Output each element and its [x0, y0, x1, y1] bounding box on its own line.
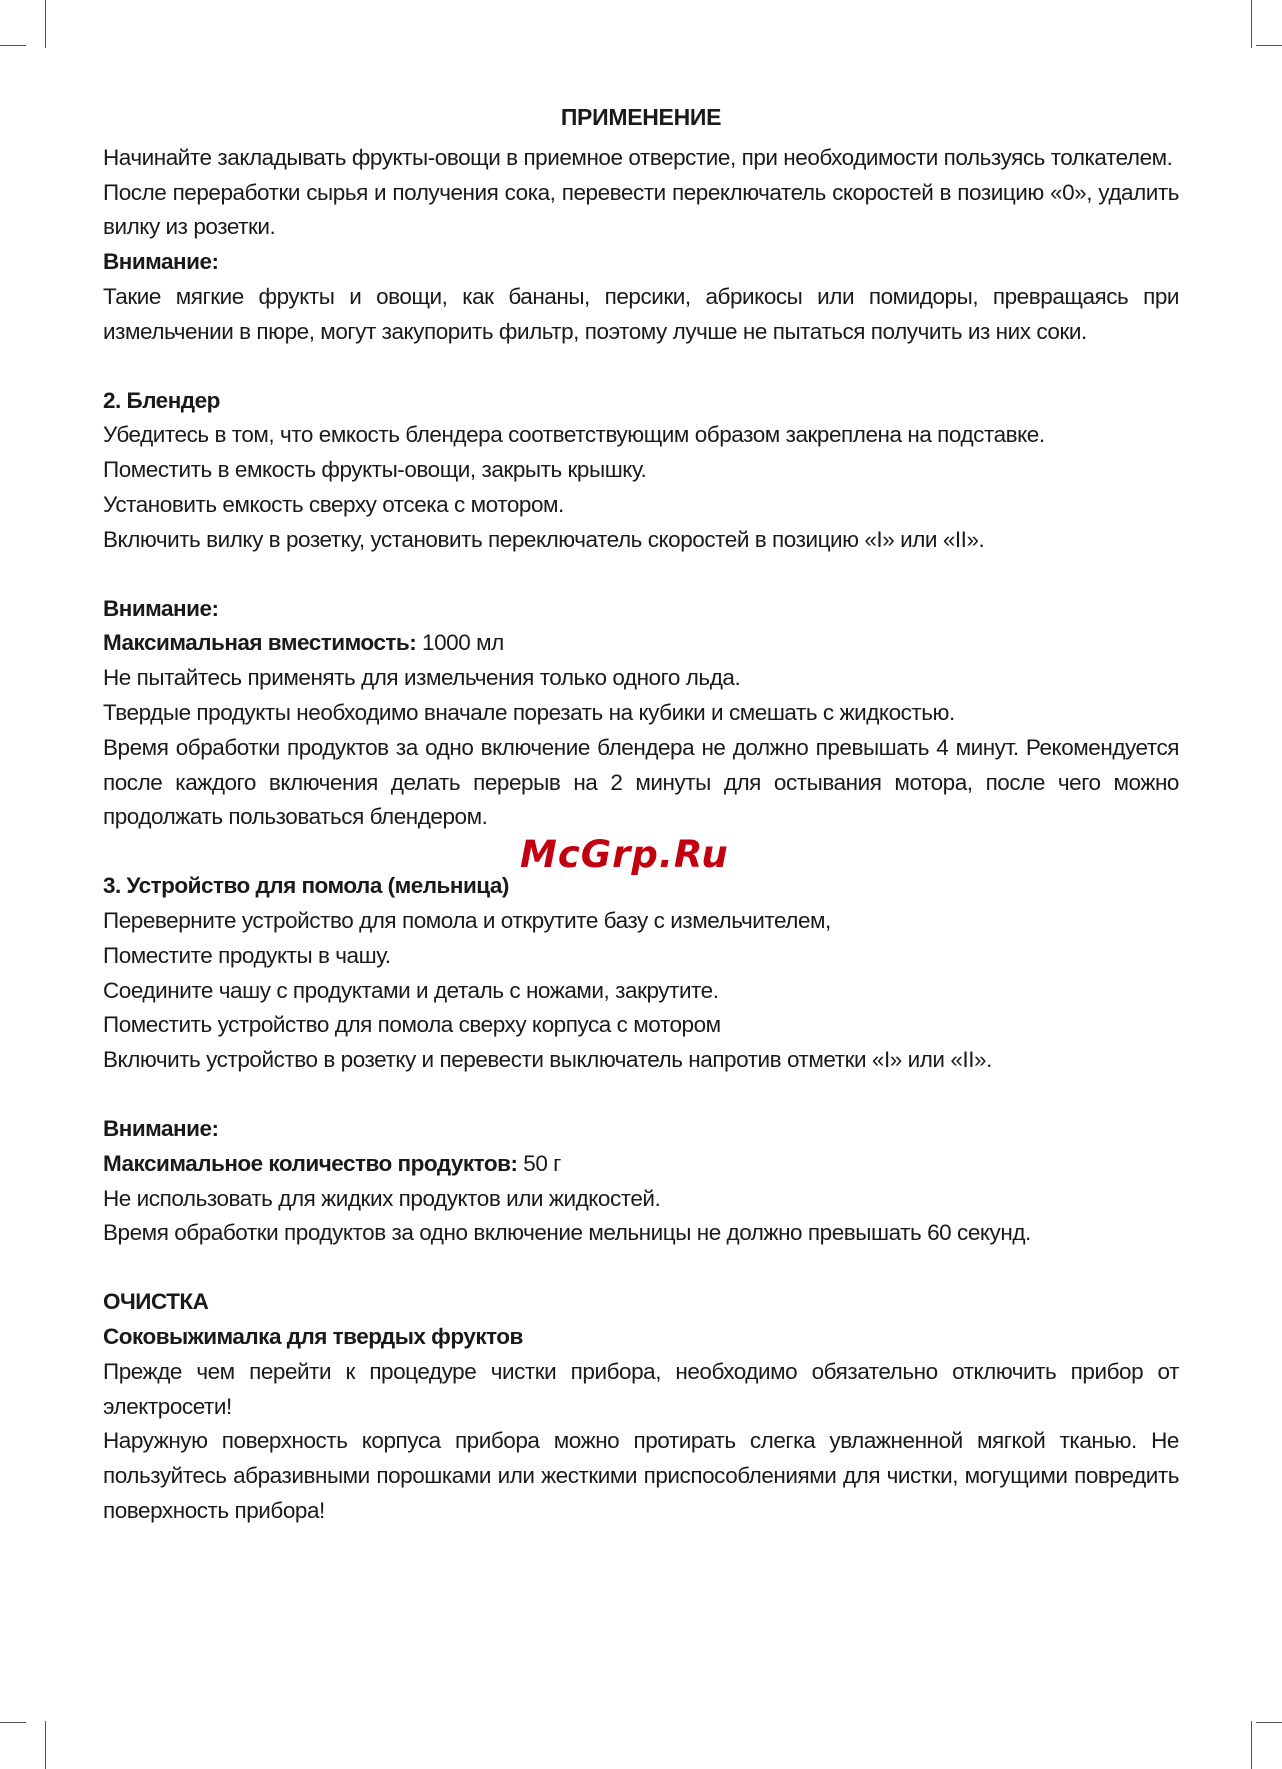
blender-line-3: Установить емкость сверху отсека с мотором. — [103, 491, 564, 517]
crop-mark-top-right — [1251, 0, 1252, 48]
cleaning-paragraph-2: Наружную поверхность корпуса прибора можно протирать слегка увлажненной мягкой тканью. Не пользуйтесь абразивными порошками или жесткими приспособлениями для чистки, могущими повредить поверхность прибора! — [103, 1428, 1179, 1523]
blender-line-4: Включить вилку в розетку, установить переключатель скоростей в позицию «I» или «II». — [103, 526, 985, 552]
blender-note-1: Не пытайтесь применять для измельчения только одного льда. — [103, 665, 741, 691]
blender-capacity — [103, 626, 1179, 661]
blender-line-1: Убедитесь в том, что емкость блендера соответствующим образом закреплена на подставке. — [103, 422, 1045, 448]
intro-paragraph-1: Начинайте закладывать фрукты-овощи в приемное отверстие, при необходимости пользуясь толкателем. — [103, 144, 1173, 170]
grinder-line-2: Поместите продукты в чашу. — [103, 942, 391, 968]
grinder-attention-label: Внимание: — [103, 1115, 219, 1141]
crop-mark-bottom-left — [45, 1721, 46, 1769]
grinder-line-4: Поместить устройство для помола сверху корпуса с мотором — [103, 1012, 721, 1038]
grinder-note-1: Не использовать для жидких продуктов или жидкостей. — [103, 1185, 661, 1211]
blender-attention-label: Внимание: — [103, 595, 219, 621]
blender-note-2: Твердые продукты необходимо вначале порезать на кубики и смешать с жидкостью. — [103, 699, 955, 725]
grinder-max-label: Максимальное количество продуктов: — [103, 1150, 518, 1176]
intro-attention-label: Внимание: — [103, 249, 219, 275]
grinder-line-1: Переверните устройство для помола и открутите базу с измельчителем, — [103, 907, 831, 933]
grinder-heading: 3. Устройство для помола (мельница) — [103, 873, 509, 899]
intro-paragraph-3: Такие мягкие фрукты и овощи, как бананы, персики, абрикосы или помидоры, превращаясь при измельчении в пюре, могут закупорить фильтр, поэтому лучше не пытаться получить из них соки. — [103, 283, 1179, 344]
grinder-note-2: Время обработки продуктов за одно включение мельницы не должно превышать 60 секунд. — [103, 1220, 1031, 1246]
blender-capacity-value: 1000 мл — [416, 630, 504, 656]
grinder-line-5: Включить устройство в розетку и перевести выключатель напротив отметки «I» или «II». — [103, 1047, 992, 1073]
page-title: ПРИМЕНЕНИЕ — [560, 104, 722, 130]
cleaning-paragraph-1: Прежде чем перейти к процедуре чистки прибора, необходимо обязательно отключить прибор от электросети! — [103, 1358, 1179, 1419]
crop-mark-right-bottom — [1256, 1722, 1282, 1723]
intro-paragraph-2: После переработки сырья и получения сока, перевести переключатель скоростей в позицию «0», удалить вилку из розетки. — [103, 179, 1179, 240]
crop-mark-left-bottom — [0, 1722, 26, 1723]
crop-mark-bottom-right — [1251, 1721, 1252, 1769]
grinder-max-value: 50 г — [517, 1150, 561, 1176]
cleaning-heading: ОЧИСТКА — [103, 1289, 209, 1315]
blender-heading: 2. Блендер — [103, 387, 220, 413]
blender-note-3: Время обработки продуктов за одно включение блендера не должно превышать 4 минут. Рекомендуется после каждого включения делать перерыв на 2 минуты для остывания мотора, после чего можно продолжать пользоваться блендером. — [103, 734, 1179, 830]
crop-mark-right-top — [1256, 45, 1282, 46]
crop-mark-top-left — [45, 0, 46, 48]
cleaning-subheading: Соковыжималка для твердых фруктов — [103, 1323, 523, 1349]
blender-capacity-label: Максимальная вместимость: — [103, 630, 417, 656]
grinder-line-3: Соедините чашу с продуктами и деталь с ножами, закрутите. — [103, 977, 719, 1003]
grinder-max — [103, 1147, 1179, 1182]
crop-mark-left-top — [0, 45, 26, 46]
watermark-logo: McGrp.Ru — [520, 833, 729, 876]
document-page — [103, 100, 1179, 1529]
blender-line-2: Поместить в емкость фрукты-овощи, закрыть крышку. — [103, 457, 647, 483]
